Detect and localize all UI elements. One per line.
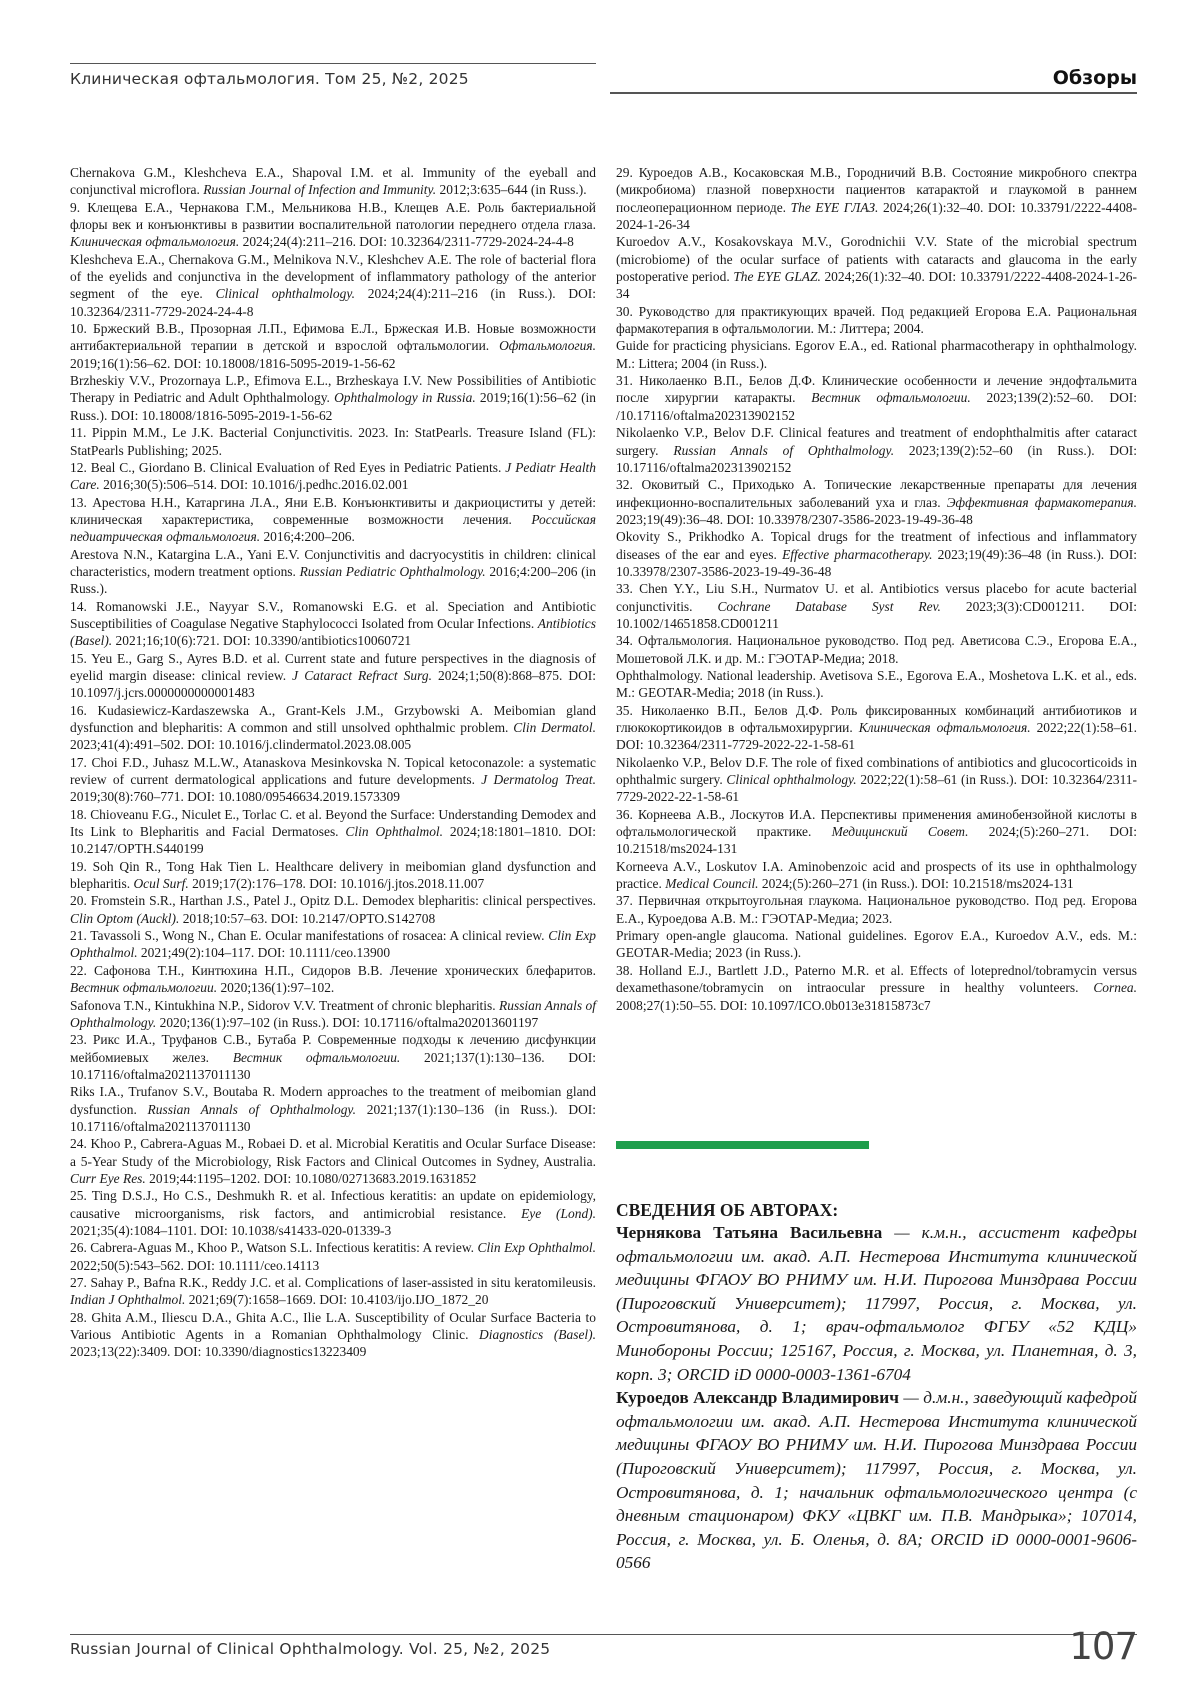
reference-entry <box>616 858 1137 893</box>
reference-source: J Dermatolog Treat. <box>481 772 596 787</box>
author-info: — к.м.н., ассистент кафедры офтальмологии им. акад. А.П. Нестерова Института клинической медицины ФГАОУ ВО РНИМУ им. Н.И. Пирогова Минздрава России (Пироговский Университет); 117997, Россия, г. Москва, ул. Островитянова, д. 1; врач-офтальмолог ФГБУ «52 КДЦ» Минобороны России; 125167, Россия, г. Москва, ул. Планетная, д. 3, корп. 3; ORCID iD 0000-0003-1361-6704 <box>616 1223 1137 1384</box>
reference-source: Clin Exp Ophthalmol. <box>70 928 596 960</box>
reference-entry <box>70 806 596 858</box>
footer-journal-title: Russian Journal of Clinical Ophthalmology. Vol. 25, №2, 2025 <box>70 1640 550 1658</box>
reference-text: 32. Оковитый С., Приходько А. Топические лекарственные препараты для лечения инфекционно-воспалительных заболеваний уха и глаз. <box>616 477 1137 509</box>
reference-text: 2024;(5):260–271. DOI: 10.21518/ms2024-131 <box>616 824 1137 856</box>
reference-text: 2012;3:635–644 (in Russ.). <box>436 182 586 197</box>
reference-source: Вестник офтальмологии. <box>70 980 217 995</box>
reference-text: 35. Николаенко В.П., Белов Д.Ф. Роль фиксированных комбинаций антибиотиков и глюкокортикоидов в офтальмохирургии. <box>616 703 1137 735</box>
reference-entry <box>70 1309 596 1361</box>
reference-entry <box>70 494 596 546</box>
reference-entry <box>70 372 596 424</box>
reference-text: Nikolaenko V.P., Belov D.F. The role of fixed combinations of antibiotics and glucocorticoids in ophthalmic surgery. <box>616 755 1137 787</box>
reference-text: 2022;50(5):543–562. DOI: 10.1111/ceo.14113 <box>70 1258 319 1273</box>
reference-text: 2023;139(2):52–60. DOI: /10.17116/oftalma202313902152 <box>616 390 1137 422</box>
reference-text: 2024;18:1801–1810. DOI: 10.2147/OPTH.S440199 <box>70 824 596 856</box>
reference-text: 2022;22(1):58–61. DOI: 10.32364/2311-7729-2022-22-1-58-61 <box>616 720 1137 752</box>
reference-entry <box>70 199 596 251</box>
reference-text: 18. Chioveanu F.G., Niculet E., Torlac C. et al. Beyond the Surface: Understanding Demodex and Its Link to Blepharitis and Facial Dermatoses. <box>70 807 596 839</box>
reference-entry <box>70 320 596 372</box>
reference-text: 2021;137(1):130–136. DOI: 10.17116/oftalma2021137011130 <box>70 1050 596 1082</box>
reference-entry <box>616 962 1137 1014</box>
reference-source: Clin Exp Ophthalmol. <box>477 1240 596 1255</box>
reference-text: 2016;4:200–206. <box>260 529 355 544</box>
reference-entry <box>70 1135 596 1187</box>
reference-entry <box>616 303 1137 338</box>
reference-source: Curr Eye Res. <box>70 1171 146 1186</box>
header-journal-title: Клиническая офтальмология. Том 25, №2, 2025 <box>70 70 469 88</box>
reference-entry <box>70 997 596 1032</box>
reference-entry <box>70 459 596 494</box>
author-name: Чернякова Татьяна Васильевна <box>616 1223 882 1242</box>
reference-source: Вестник офтальмологии. <box>811 390 971 405</box>
reference-entry <box>70 927 596 962</box>
reference-source: Medical Council. <box>665 876 758 891</box>
reference-entry <box>70 702 596 754</box>
reference-text: 2023;19(49):36–48 (in Russ.). DOI: 10.33978/2307-3586-2023-19-49-36-48 <box>616 547 1137 579</box>
reference-entry <box>616 528 1137 580</box>
reference-source: Russian Annals of Ophthalmology. <box>70 998 596 1030</box>
reference-text: 2021;16;10(6):721. DOI: 10.3390/antibiotics10060721 <box>112 633 411 648</box>
reference-text: 33. Chen Y.Y., Liu S.H., Nurmatov U. et al. Antibiotics versus placebo for acute bacterial conjunctivitis. <box>616 581 1137 613</box>
reference-text: 2019;44:1195–1202. DOI: 10.1080/02713683.2019.1631852 <box>146 1171 477 1186</box>
reference-text: 29. Куроедов А.В., Косаковская М.В., Городничий В.В. Состояние микробного спектра (микробиома) глазной поверхности пациентов катарактой и глаукомой в раннем послеоперационном периоде. <box>616 165 1137 215</box>
reference-text: Safonova T.N., Kintukhina N.P., Sidorov V.V. Treatment of chronic blepharitis. <box>70 998 499 1013</box>
reference-text: 31. Николаенко В.П., Белов Д.Ф. Клинические особенности и лечение эндофтальмита после хирургии катаракты. <box>616 373 1137 405</box>
reference-text: Nikolaenko V.P., Belov D.F. Clinical features and treatment of endophthalmitis after cataract surgery. <box>616 425 1137 457</box>
reference-source: Российская педиатрическая офтальмология. <box>70 512 596 544</box>
reference-text: 12. Beal C., Giordano B. Clinical Evaluation of Red Eyes in Pediatric Patients. <box>70 460 505 475</box>
reference-source: Eye (Lond). <box>521 1206 596 1221</box>
reference-source: Клиническая офтальмология. <box>70 234 239 249</box>
reference-text: 10. Бржеский В.В., Прозорная Л.П., Ефимова Е.Л., Бржеская И.В. Новые возможности антибактериальной терапии в детской и взрослой офтальмологии. <box>70 321 596 353</box>
reference-text: 2023;19(49):36–48. DOI: 10.33978/2307-3586-2023-19-49-36-48 <box>616 512 973 527</box>
reference-text: 2016;30(5):506–514. DOI: 10.1016/j.pedhc.2016.02.001 <box>100 477 409 492</box>
reference-text: 2024;(5):260–271 (in Russ.). DOI: 10.21518/ms2024-131 <box>759 876 1074 891</box>
reference-text: 21. Tavassoli S., Wong N., Chan E. Ocular manifestations of rosacea: A clinical review. <box>70 928 548 943</box>
header-rule-left <box>70 63 596 64</box>
reference-text: 17. Choi F.D., Juhasz M.L.W., Atanaskova Mesinkovska N. Topical ketoconazole: a systematic review of current dermatological applications and future developments. <box>70 755 596 787</box>
reference-text: 2024;24(4):211–216. DOI: 10.32364/2311-7729-2024-24-4-8 <box>239 234 574 249</box>
reference-text: 2020;136(1):97–102. <box>217 980 334 995</box>
reference-text: 24. Khoo P., Cabrera-Aguas M., Robaei D. et al. Microbial Keratitis and Ocular Surface Disease: a 5-Year Study of the Microbiology, Risk Factors and Clinical Outcomes in Sydney, Australia. <box>70 1136 596 1168</box>
reference-source: Cornea. <box>1093 980 1137 995</box>
author-entry <box>616 1221 1137 1386</box>
reference-text: 2016;4:200–206 (in Russ.). <box>70 564 596 596</box>
reference-text: Brzheskiy V.V., Prozornaya L.P., Efimova E.L., Brzheskaya I.V. New Possibilities of Antibiotic Therapy in Pediatric and Adult Ophthalmology. <box>70 373 596 405</box>
reference-source: Cochrane Database Syst Rev. <box>717 599 940 614</box>
reference-source: Russian Annals of Ophthalmology. <box>673 443 894 458</box>
page-number: 107 <box>1069 1625 1137 1668</box>
reference-text: 27. Sahay P., Bafna R.K., Reddy J.C. et al. Complications of laser-assisted in situ keratomileusis. <box>70 1275 596 1290</box>
reference-text: 25. Ting D.S.J., Ho C.S., Deshmukh R. et al. Infectious keratitis: an update on epidemiology, causative microorganisms, risk factors, and antimicrobial resistance. <box>70 1188 596 1220</box>
reference-source: Офтальмология. <box>499 338 596 353</box>
reference-text: 26. Cabrera-Aguas M., Khoo P., Watson S.L. Infectious keratitis: A review. <box>70 1240 477 1255</box>
reference-text: 2024;24(4):211–216 (in Russ.). DOI: 10.32364/2311-7729-2024-24-4-8 <box>70 286 596 318</box>
reference-entry <box>616 754 1137 806</box>
reference-entry <box>616 476 1137 528</box>
reference-entry <box>70 1239 596 1274</box>
reference-text: Chernakova G.M., Kleshcheva E.A., Shapoval I.M. et al. Immunity of the eyeball and conjunctival microflora. <box>70 165 596 197</box>
author-entry <box>616 1386 1137 1575</box>
reference-source: Вестник офтальмологии. <box>233 1050 400 1065</box>
reference-text: 34. Офтальмология. Национальное руководство. Под ред. Аветисова С.Э., Егорова Е.А., Мошетовой Л.К. и др. М.: ГЭОТАР-Медиа; 2018. <box>616 633 1137 665</box>
reference-text: 2023;13(22):3409. DOI: 10.3390/diagnostics13223409 <box>70 1344 366 1359</box>
reference-source: Ocul Surf. <box>133 876 188 891</box>
author-info: — д.м.н., заведующий кафедрой офтальмологии им. акад. А.П. Нестерова Института клинической медицины ФГАОУ ВО РНИМУ им. Н.И. Пирогова Минздрава России (Пироговский Университет); 117997, Россия, г. Москва, ул. Островитянова, д. 1; начальник офтальмологического центра (с дневным стационаром) ФКУ «ЦВКГ им. П.В. Мандрыка»; 107014, Россия, г. Москва, ул. Б. Оленья, д. 8А; ORCID iD 0000-0001-9606-0566 <box>616 1388 1137 1572</box>
reference-entry <box>70 1187 596 1239</box>
reference-text: 2022;22(1):58–61 (in Russ.). DOI: 10.32364/2311-7729-2022-22-1-58-61 <box>616 772 1137 804</box>
reference-text: 30. Руководство для практикующих врачей. Под редакцией Егорова Е.А. Рациональная фармакотерапия в офтальмологии. М.: Литтера; 2004. <box>616 304 1137 336</box>
reference-text: Kleshcheva E.A., Chernakova G.M., Melnikova N.V., Kleshchev A.E. The role of bacterial flora of the eyelids and conjunctiva in the development of inflammatory pathology of the anterior segment of the eye. <box>70 252 596 302</box>
reference-entry <box>616 806 1137 858</box>
reference-text: Okovity S., Prikhodko A. Topical drugs for the treatment of infectious and inflammatory diseases of the ear and eyes. <box>616 529 1137 561</box>
reference-source: Клиническая офтальмология. <box>859 720 1031 735</box>
reference-text: 13. Арестова Н.Н., Катаргина Л.А., Яни Е.В. Конъюнктивиты и дакриоциститы у детей: клиническая характеристика, современные возможности лечения. <box>70 495 596 527</box>
reference-source: Clinical ophthalmology. <box>726 772 856 787</box>
reference-text: 2021;137(1):130–136 (in Russ.). DOI: 10.17116/oftalma2021137011130 <box>70 1102 596 1134</box>
authors-title: СВЕДЕНИЯ ОБ АВТОРАХ: <box>616 1199 1137 1221</box>
reference-text: 11. Pippin M.M., Le J.K. Bacterial Conjunctivitis. 2023. In: StatPearls. Treasure Island (FL): StatPearls Publishing; 2025. <box>70 425 596 457</box>
reference-text: 2019;16(1):56–62. DOI: 10.18008/1816-5095-2019-1-56-62 <box>70 356 395 371</box>
reference-entry <box>616 702 1137 754</box>
authors-accent-bar <box>616 1141 869 1149</box>
reference-text: 2024;26(1):32–40. DOI: 10.33791/2222-4408-2024-1-26-34 <box>616 269 1137 301</box>
reference-text: 36. Корнеева А.В., Лоскутов И.А. Перспективы применения аминобензойной кислоты в офтальмологической практике. <box>616 807 1137 839</box>
reference-text: 20. Fromstein S.R., Harthan J.S., Patel J., Opitz D.L. Demodex blepharitis: clinical perspectives. <box>70 893 596 908</box>
reference-entry <box>616 892 1137 927</box>
reference-text: Riks I.A., Trufanov S.V., Boutaba R. Modern approaches to the treatment of meibomian gland dysfunction. <box>70 1084 596 1116</box>
reference-entry <box>616 632 1137 667</box>
reference-text: 2023;139(2):52–60 (in Russ.). DOI: 10.17116/oftalma202313902152 <box>616 443 1137 475</box>
reference-entry <box>70 1274 596 1309</box>
reference-source: Effective pharmacotherapy. <box>782 547 932 562</box>
reference-entry <box>70 858 596 893</box>
reference-entry <box>616 667 1137 702</box>
reference-entry <box>616 580 1137 632</box>
reference-text: 2020;136(1):97–102 (in Russ.). DOI: 10.17116/oftalma202013601197 <box>156 1015 538 1030</box>
reference-entry <box>70 598 596 650</box>
reference-text: 2021;69(7):1658–1669. DOI: 10.4103/ijo.IJO_1872_20 <box>185 1292 488 1307</box>
reference-source: Ophthalmology in Russia. <box>334 390 476 405</box>
reference-entry <box>616 424 1137 476</box>
footer-rule <box>70 1634 1137 1635</box>
reference-text: 2021;49(2):104–117. DOI: 10.1111/ceo.13900 <box>138 945 391 960</box>
reference-text: 2024;1;50(8):868–875. DOI: 10.1097/j.jcrs.0000000000001483 <box>70 668 596 700</box>
reference-text: 2019;30(8):760–771. DOI: 10.1080/09546634.2019.1573309 <box>70 789 400 804</box>
reference-entry <box>70 650 596 702</box>
reference-source: Clin Optom (Auckl). <box>70 911 179 926</box>
reference-entry <box>616 233 1137 302</box>
reference-source: Russian Journal of Infection and Immunity. <box>203 182 436 197</box>
authors-section <box>616 1199 1137 1575</box>
reference-text: 28. Ghita A.M., Iliescu D.A., Ghita A.C., Ilie L.A. Susceptibility of Ocular Surface Bacteria to Various Antibiotic Agents in a Romanian Ophthalmology Clinic. <box>70 1310 596 1342</box>
reference-source: Russian Pediatric Ophthalmology. <box>300 564 486 579</box>
reference-text: 14. Romanowski J.E., Nayyar S.V., Romanowski E.G. et al. Speciation and Antibiotic Susceptibilities of Coagulase Negative Staphylococci Isolated from Ocular Infections. <box>70 599 596 631</box>
reference-entry <box>70 1083 596 1135</box>
reference-entry <box>70 754 596 806</box>
reference-text: 19. Soh Qin R., Tong Hak Tien L. Healthcare delivery in meibomian gland dysfunction and blepharitis. <box>70 859 596 891</box>
reference-text: 2019;17(2):176–178. DOI: 10.1016/j.jtos.2018.11.007 <box>189 876 485 891</box>
reference-source: The EYE ГЛАЗ. <box>791 200 879 215</box>
reference-text: 2023;3(3):CD001211. DOI: 10.1002/14651858.CD001211 <box>616 599 1137 631</box>
reference-entry <box>616 164 1137 233</box>
reference-source: Clinical ophthalmology. <box>216 286 355 301</box>
reference-text: Korneeva A.V., Loskutov I.A. Aminobenzoic acid and prospects of its use in ophthalmology practice. <box>616 859 1137 891</box>
reference-text: 2019;16(1):56–62 (in Russ.). DOI: 10.18008/1816-5095-2019-1-56-62 <box>70 390 596 422</box>
reference-entry <box>70 962 596 997</box>
reference-entry <box>70 164 596 199</box>
reference-entry <box>616 337 1137 372</box>
reference-text: Arestova N.N., Katargina L.A., Yani E.V. Conjunctivitis and dacryocystitis in children: clinical characteristics, modern treatment options. <box>70 547 596 579</box>
reference-text: Ophthalmology. National leadership. Avetisova S.E., Egorova E.A., Moshetova L.K. et al., eds. M.: GEOTAR-Media; 2018 (in Russ.). <box>616 668 1137 700</box>
reference-source: Медицинский Совет. <box>832 824 969 839</box>
reference-source: J Cataract Refract Surg. <box>292 668 432 683</box>
reference-entry <box>70 1031 596 1083</box>
reference-text: 37. Первичная открытоугольная глаукома. Национальное руководство. Под ред. Егорова Е.А., Куроедова А.В. М.: ГЭОТАР-Медиа; 2023. <box>616 893 1137 925</box>
reference-text: 2021;35(4):1084–1101. DOI: 10.1038/s41433-020-01339-3 <box>70 1223 391 1238</box>
reference-source: Diagnostics (Basel). <box>479 1327 596 1342</box>
reference-source: The EYE GLAZ. <box>733 269 821 284</box>
reference-text: 2008;27(1):50–55. DOI: 10.1097/ICO.0b013e31815873c7 <box>616 998 931 1013</box>
reference-text: Guide for practicing physicians. Egorov E.A., ed. Rational pharmacotherapy in ophthalmology. M.: Littera; 2004 (in Russ.). <box>616 338 1137 370</box>
reference-text: 38. Holland E.J., Bartlett J.D., Paterno M.R. et al. Effects of loteprednol/tobramycin versus dexamethasone/tobramycin on intraocular pressure in healthy volunteers. <box>616 963 1137 995</box>
reference-text: 23. Рикс И.А., Труфанов С.В., Бутаба Р. Современные подходы к лечению дисфункции мейбомиевых желез. <box>70 1032 596 1064</box>
header-rule-right <box>610 92 1137 94</box>
reference-entry <box>70 892 596 927</box>
reference-entry <box>70 546 596 598</box>
reference-source: Antibiotics (Basel). <box>70 616 596 648</box>
reference-source: Эффективная фармакотерапия. <box>947 495 1137 510</box>
reference-entry <box>616 372 1137 424</box>
reference-text: Kuroedov A.V., Kosakovskaya M.V., Gorodnichii V.V. State of the microbial spectrum (microbiome) of the ocular surface of patients with cataracts and glaucoma in the early postoperative period. <box>616 234 1137 284</box>
references-right-column <box>616 164 1137 1014</box>
reference-text: 2018;10:57–63. DOI: 10.2147/OPTO.S142708 <box>179 911 435 926</box>
reference-source: Clin Dermatol. <box>513 720 596 735</box>
reference-source: Clin Ophthalmol. <box>345 824 443 839</box>
reference-text: 2024;26(1):32–40. DOI: 10.33791/2222-4408-2024-1-26-34 <box>616 200 1137 232</box>
reference-text: 22. Сафонова Т.Н., Кинтюхина Н.П., Сидоров В.В. Лечение хронических блефаритов. <box>70 963 596 978</box>
reference-entry <box>616 927 1137 962</box>
reference-text: 16. Kudasiewicz-Kardaszewska A., Grant-Kels J.M., Grzybowski A. Meibomian gland dysfunction and blepharitis: A common and still unsolved ophthalmic problem. <box>70 703 596 735</box>
reference-entry <box>70 251 596 320</box>
author-name: Куроедов Александр Владимирович <box>616 1388 899 1407</box>
reference-text: Primary open-angle glaucoma. National guidelines. Egorov E.A., Kuroedov A.V., eds. M.: GEOTAR-Media; 2023 (in Russ.). <box>616 928 1137 960</box>
reference-entry <box>70 424 596 459</box>
reference-source: Indian J Ophthalmol. <box>70 1292 185 1307</box>
reference-source: J Pediatr Health Care. <box>70 460 596 492</box>
reference-text: 15. Yeu E., Garg S., Ayres B.D. et al. Current state and future perspectives in the diagnosis of eyelid margin disease: clinical review. <box>70 651 596 683</box>
reference-text: 2023;41(4):491–502. DOI: 10.1016/j.clindermatol.2023.08.005 <box>70 737 411 752</box>
reference-text: 9. Клещева Е.А., Чернакова Г.М., Мельникова Н.В., Клещев А.Е. Роль бактериальной флоры век и конъюнктивы в развитии воспалительной патологии переднего отдела глаза. <box>70 200 596 232</box>
references-left-column <box>70 164 596 1361</box>
header-section-title: Обзоры <box>1053 67 1137 89</box>
reference-source: Russian Annals of Ophthalmology. <box>148 1102 356 1117</box>
